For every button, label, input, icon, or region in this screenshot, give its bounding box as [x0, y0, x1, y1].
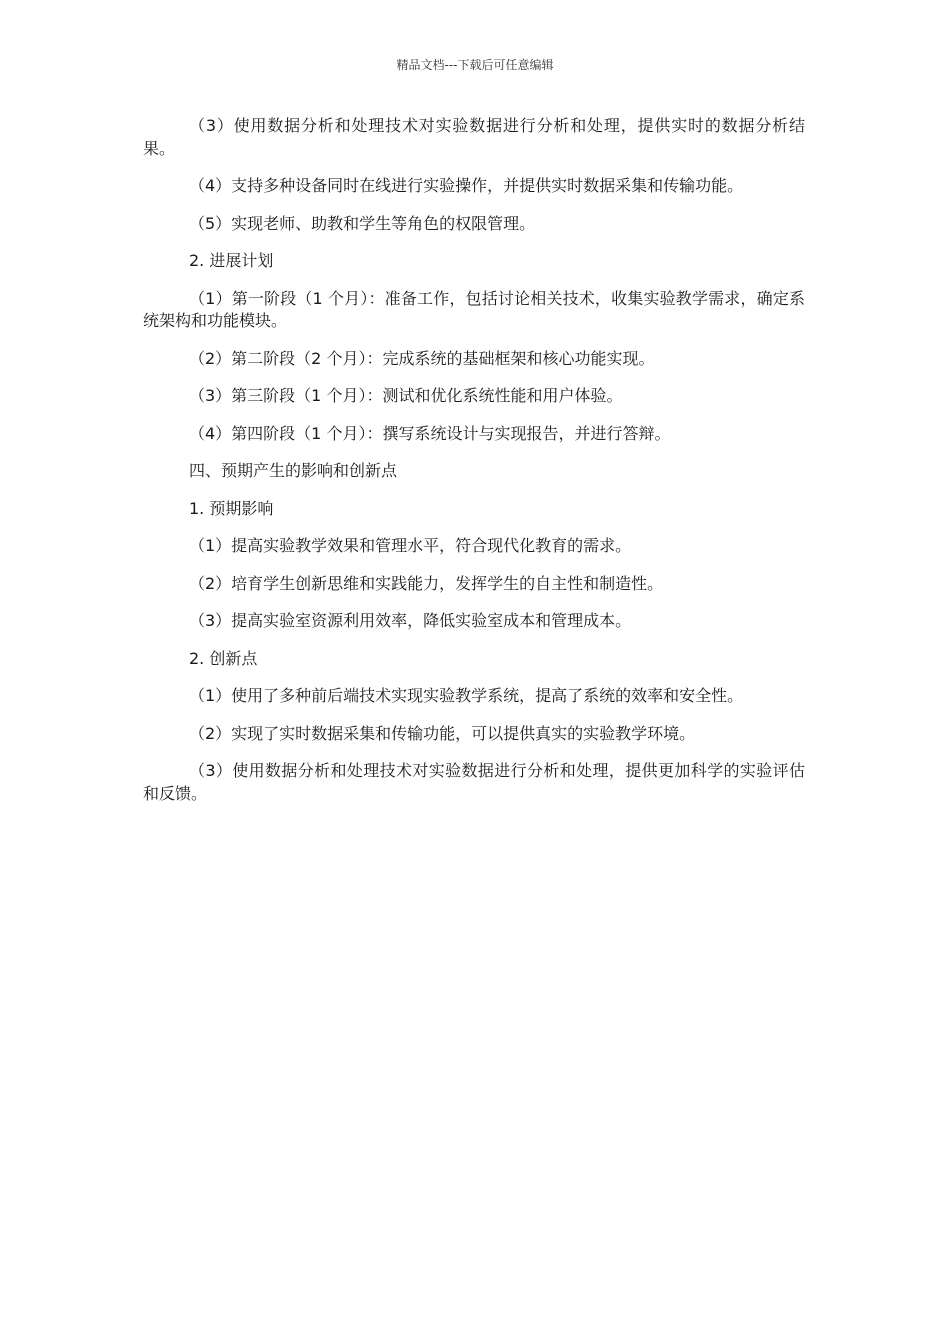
paragraph-1: （3）使用数据分析和处理技术对实验数据进行分析和处理，提供实时的数据分析结果。	[143, 116, 805, 158]
paragraph-stage-2: （2）第二阶段（2 个月）：完成系统的基础框架和核心功能实现。	[189, 348, 655, 368]
paragraph-innovation-1: （1）使用了多种前后端技术实现实验教学系统，提高了系统的效率和安全性。	[189, 686, 744, 705]
paragraph-3: （5）实现老师、助教和学生等角色的权限管理。	[189, 213, 536, 233]
subheading-expected-impact: 1. 预期影响	[189, 498, 274, 518]
paragraph-innovation-2: （2）实现了实时数据采集和传输功能，可以提供真实的实验教学环境。	[189, 723, 696, 743]
document-body	[143, 115, 805, 820]
paragraph-2: （4）支持多种设备同时在线进行实验操作，并提供实时数据采集和传输功能。	[189, 176, 744, 195]
subheading-innovation: 2. 创新点	[189, 648, 258, 668]
page-header: 精品文档---下载后可任意编辑	[396, 58, 554, 72]
section-heading-progress-plan: 2. 进展计划	[189, 251, 274, 270]
paragraph-stage-4: （4）第四阶段（1 个月）：撰写系统设计与实现报告，并进行答辩。	[189, 423, 671, 443]
paragraph-innovation-3: （3）使用数据分析和处理技术对实验数据进行分析和处理，提供更加科学的实验评估和反馈。	[143, 761, 805, 803]
paragraph-impact-2: （2）培育学生创新思维和实践能力，发挥学生的自主性和制造性。	[189, 573, 664, 593]
paragraph-impact-1: （1）提高实验教学效果和管理水平，符合现代化教育的需求。	[189, 536, 632, 555]
paragraph-stage-1: （1）第一阶段（1 个月）：准备工作，包括讨论相关技术，收集实验教学需求，确定系统架构和功能模块。	[143, 288, 805, 330]
paragraph-stage-3: （3）第三阶段（1 个月）：测试和优化系统性能和用户体验。	[189, 386, 623, 405]
paragraph-impact-3: （3）提高实验室资源利用效率，降低实验室成本和管理成本。	[189, 611, 632, 630]
section-heading-impact: 四、预期产生的影响和创新点	[189, 461, 398, 480]
